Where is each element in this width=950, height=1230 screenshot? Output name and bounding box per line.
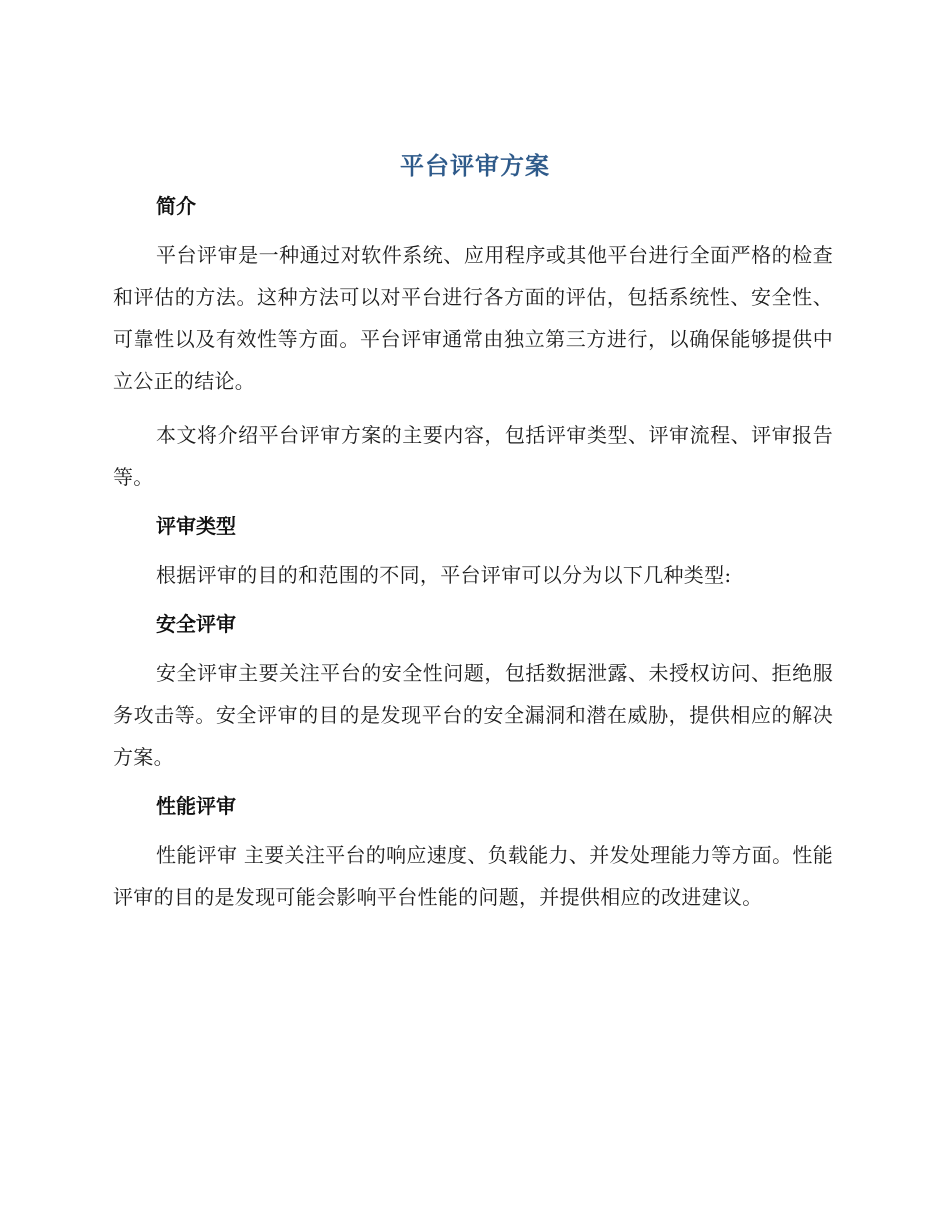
paragraph-intro-2: 本文将介绍平台评审方案的主要内容，包括评审类型、评审流程、评审报告等。	[113, 423, 833, 489]
document-body	[113, 190, 833, 918]
paragraph-intro-1: 平台评审是一种通过对软件系统、应用程序或其他平台进行全面严格的检查和评估的方法。这种方法可以对平台进行各方面的评估，包括系统性、安全性、可靠性以及有效性等方面。平台评审通常由独立第三方进行，以确保能够提供中立公正的结论。	[113, 243, 833, 393]
paragraph-security-1: 安全评审主要关注平台的安全性问题，包括数据泄露、未授权访问、拒绝服务攻击等。安全评审的目的是发现平台的安全漏洞和潜在威胁，提供相应的解决方案。	[113, 661, 833, 769]
section-heading-security: 安全评审	[156, 612, 236, 636]
paragraph-types-1: 根据评审的目的和范围的不同，平台评审可以分为以下几种类型:	[156, 563, 732, 587]
paragraph-performance-1: 性能评审 主要关注平台的响应速度、负载能力、并发处理能力等方面。性能评审的目的是发现可能会影响平台性能的问题，并提供相应的改进建议。	[113, 843, 833, 909]
section-heading-intro: 简介	[156, 194, 196, 218]
section-heading-types: 评审类型	[156, 514, 236, 538]
section-heading-performance: 性能评审	[156, 794, 236, 818]
document-title: 平台评审方案	[400, 152, 550, 180]
